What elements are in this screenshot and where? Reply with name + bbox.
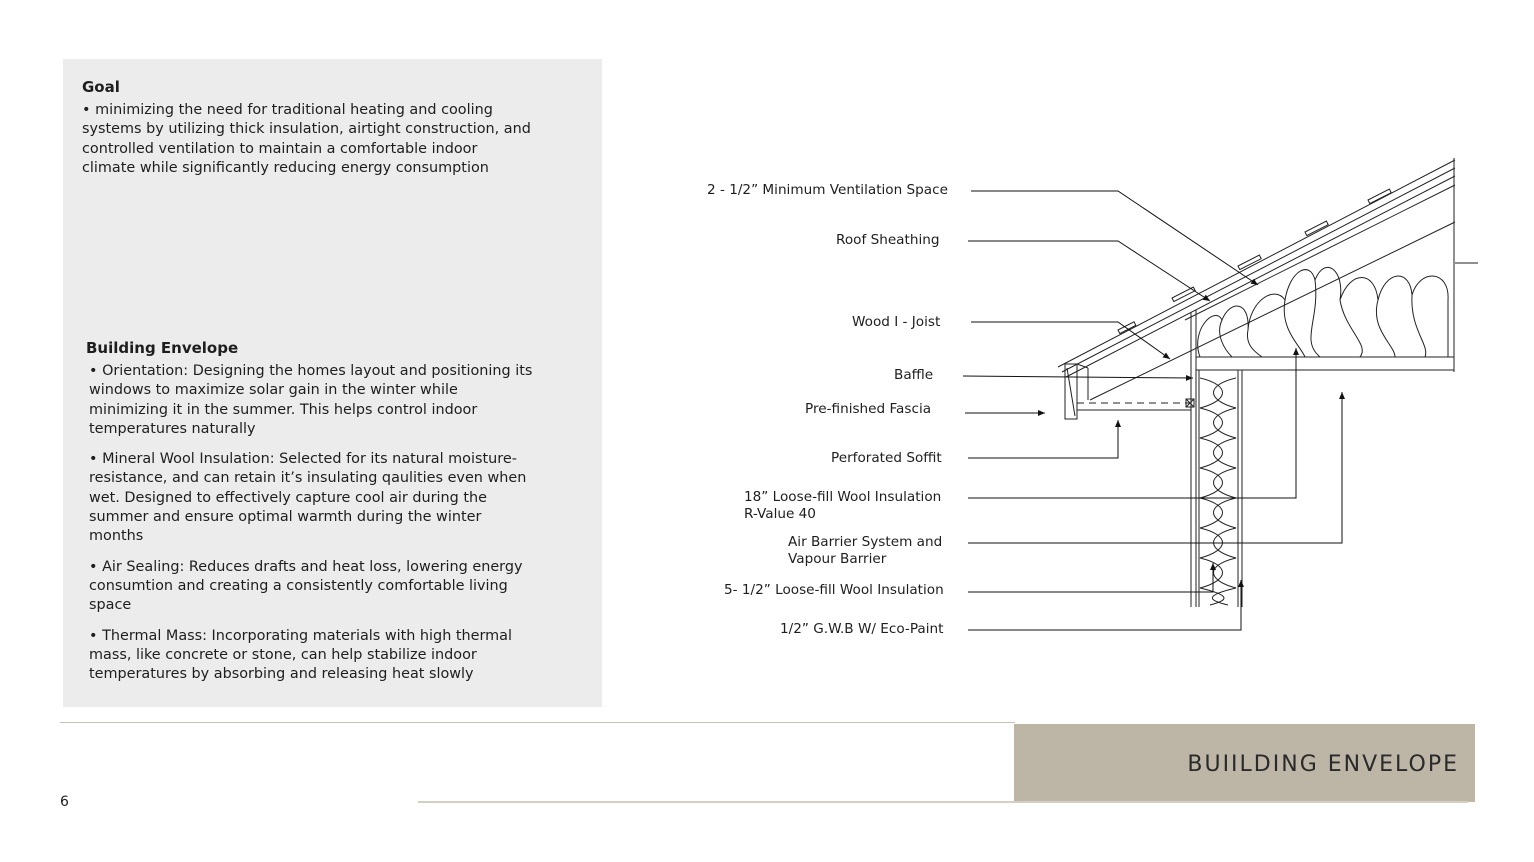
label-loose-fill-line1: 18” Loose-fill Wool Insulation [744,489,942,505]
label-perforated-soffit: Perforated Soffit [831,450,942,466]
label-air-barrier-line2: Vapour Barrier [788,551,887,567]
section-title-box [1014,724,1475,802]
building-envelope-heading: Building Envelope [86,339,239,357]
fascia-soffit [1065,364,1194,419]
roof-insulation [1198,267,1448,357]
bullet-thermal-mass: • Thermal Mass: Incorporating materials with high thermal mass, like concrete or stone, can help stabilize indoor temperatures by absorbing and releasing heat slowly [89,627,512,683]
roof-assembly [1058,158,1478,400]
footer-divider-top [60,722,1015,723]
label-ventilation-space: 2 - 1/2” Minimum Ventilation Space [707,182,948,198]
label-gwb: 1/2” G.W.B W/ Eco-Paint [780,621,944,637]
label-baffle: Baffle [894,367,934,383]
bullet-orientation: • Orientation: Designing the homes layout and positioning its windows to maximize solar gain in the winter while minimizing it in the summer. This helps control indoor temperatures naturally [89,363,533,437]
wall-assembly [1191,310,1242,607]
label-loose-fill-line2: R-Value 40 [744,506,816,522]
page-number: 6 [60,794,69,810]
label-wood-i-joist: Wood I - Joist [852,314,941,330]
footer-divider-bottom [418,801,1468,803]
bullet-mineral-wool: • Mineral Wool Insulation: Selected for its natural moisture-resistance, and can retain it’s insulating qaulities even when wet. Designed to effectively capture cool air during the summer and ensure optimal warmth during the winter months [89,451,527,545]
bullet-air-sealing: • Air Sealing: Reduces drafts and heat loss, lowering energy consumtion and creating a consistently comfortable living space [89,558,523,614]
label-air-barrier-line1: Air Barrier System and [788,534,943,550]
label-roof-sheathing: Roof Sheathing [836,232,940,248]
label-pre-finished-fascia: Pre-finished Fascia [805,401,932,417]
section-title: BUIILDING ENVELOPE [1187,752,1459,777]
goal-text: • minimizing the need for traditional heating and cooling systems by utilizing thick insulation, airtight construction, and controlled ventilation to maintain a comfortable indoor climate while significantly reducing energy consumption [82,102,531,176]
label-wall-insulation: 5- 1/2” Loose-fill Wool Insulation [724,582,944,598]
goal-heading: Goal [82,78,120,96]
